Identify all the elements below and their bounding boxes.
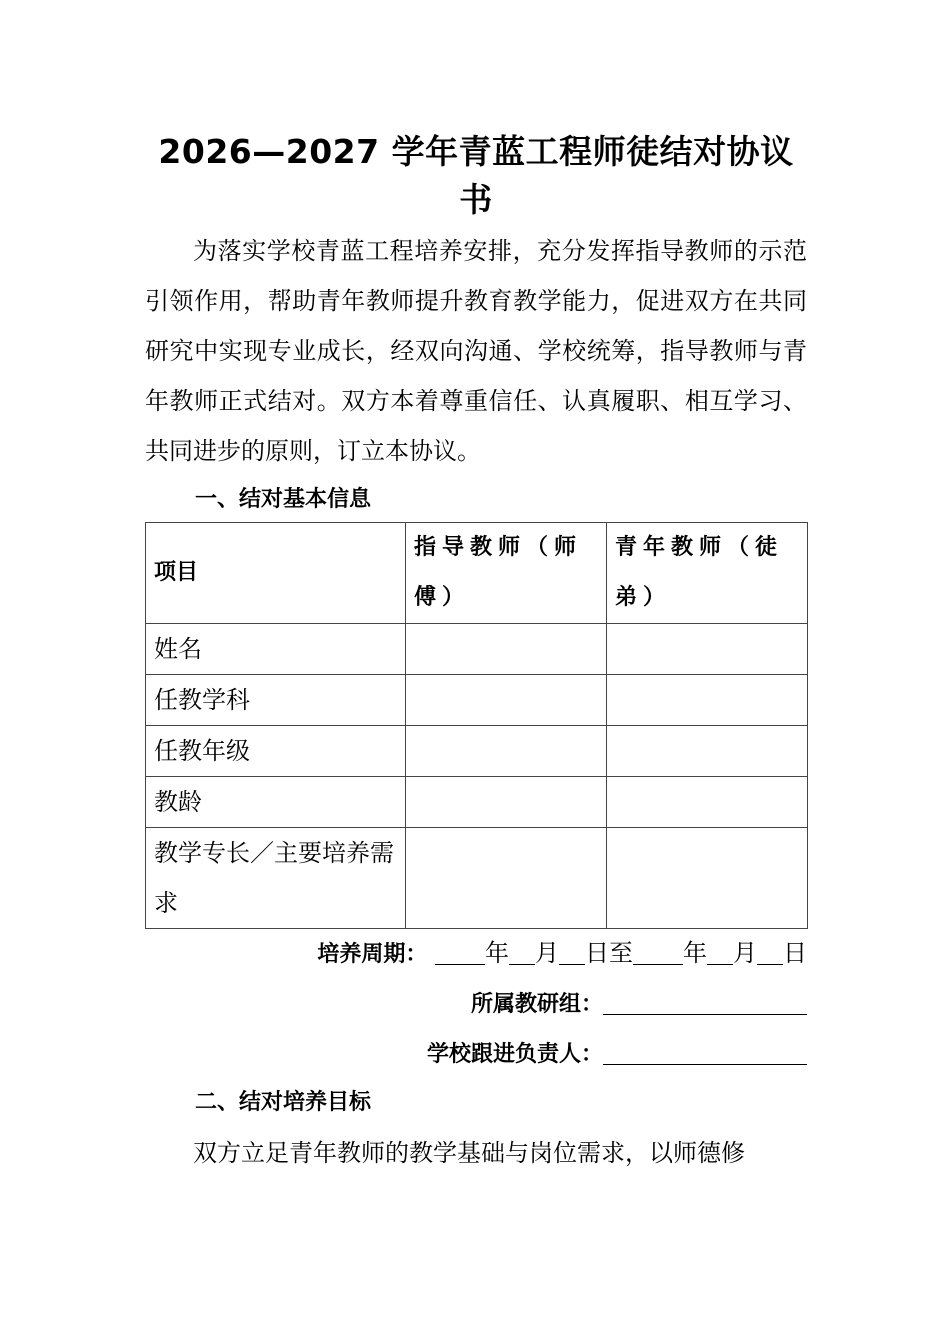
end-day-blank[interactable] [757, 934, 783, 965]
school-leader-label: 学校跟进负责人： [426, 1042, 603, 1067]
mentee-cell[interactable] [607, 675, 808, 726]
table-header-cell: 项目 [146, 523, 406, 624]
start-day-blank[interactable] [559, 934, 585, 965]
research-group-line [471, 978, 807, 1030]
to-word: 至 [609, 939, 633, 967]
month-unit: 月 [535, 939, 559, 967]
year-unit: 年 [683, 939, 707, 967]
table-row-label: 教龄 [146, 777, 406, 828]
mentee-cell[interactable] [607, 828, 808, 929]
end-month-blank[interactable] [707, 934, 733, 965]
mentee-cell[interactable] [607, 777, 808, 828]
mentee-cell[interactable] [607, 726, 808, 777]
start-month-blank[interactable] [509, 934, 535, 965]
table-header-row [146, 523, 808, 624]
table-row-label: 任教年级 [146, 726, 406, 777]
year-unit: 年 [485, 939, 509, 967]
section-heading-basic-info: 一、结对基本信息 [195, 487, 372, 512]
training-period-label: 培养周期： [317, 942, 428, 967]
table-row [146, 726, 808, 777]
table-row [146, 624, 808, 675]
training-period-line [317, 928, 807, 980]
mentor-cell[interactable] [406, 777, 607, 828]
mentor-cell[interactable] [406, 726, 607, 777]
school-leader-blank[interactable] [603, 1034, 807, 1065]
intro-paragraph: 为落实学校青蓝工程培养安排，充分发挥指导教师的示范引领作用，帮助青年教师提升教育教学能力，促进双方在共同研究中实现专业成长，经双向沟通、学校统筹，指导教师与青年教师正式结对。双方本着尊重信任、认真履职、相互学习、共同进步的原则，订立本协议。 [145, 237, 807, 465]
table-row-label: 姓名 [146, 624, 406, 675]
document-title: 2026—2027 学年青蓝工程师徒结对协议书 [158, 132, 794, 219]
section-heading-goals: 二、结对培养目标 [195, 1090, 372, 1115]
month-unit: 月 [733, 939, 757, 967]
research-group-blank[interactable] [603, 984, 807, 1015]
goals-paragraph: 双方立足青年教师的教学基础与岗位需求，以师德修 [193, 1139, 745, 1167]
end-year-blank[interactable] [633, 934, 683, 965]
day-unit: 日 [783, 939, 807, 967]
pairing-info-table [145, 522, 808, 929]
day-unit: 日 [585, 939, 609, 967]
research-group-label: 所属教研组： [470, 992, 603, 1017]
table-row [146, 777, 808, 828]
mentor-cell[interactable] [406, 828, 607, 929]
school-leader-line [427, 1028, 807, 1080]
start-year-blank[interactable] [435, 934, 485, 965]
table-header-cell: 青年教师（徒弟） [607, 523, 808, 624]
table-row-label: 教学专长／主要培养需求 [146, 828, 406, 929]
mentor-cell[interactable] [406, 675, 607, 726]
table-row [146, 675, 808, 726]
table-row-label: 任教学科 [146, 675, 406, 726]
mentor-cell[interactable] [406, 624, 607, 675]
mentee-cell[interactable] [607, 624, 808, 675]
table-row [146, 828, 808, 929]
table-header-cell: 指导教师（师傅） [406, 523, 607, 624]
